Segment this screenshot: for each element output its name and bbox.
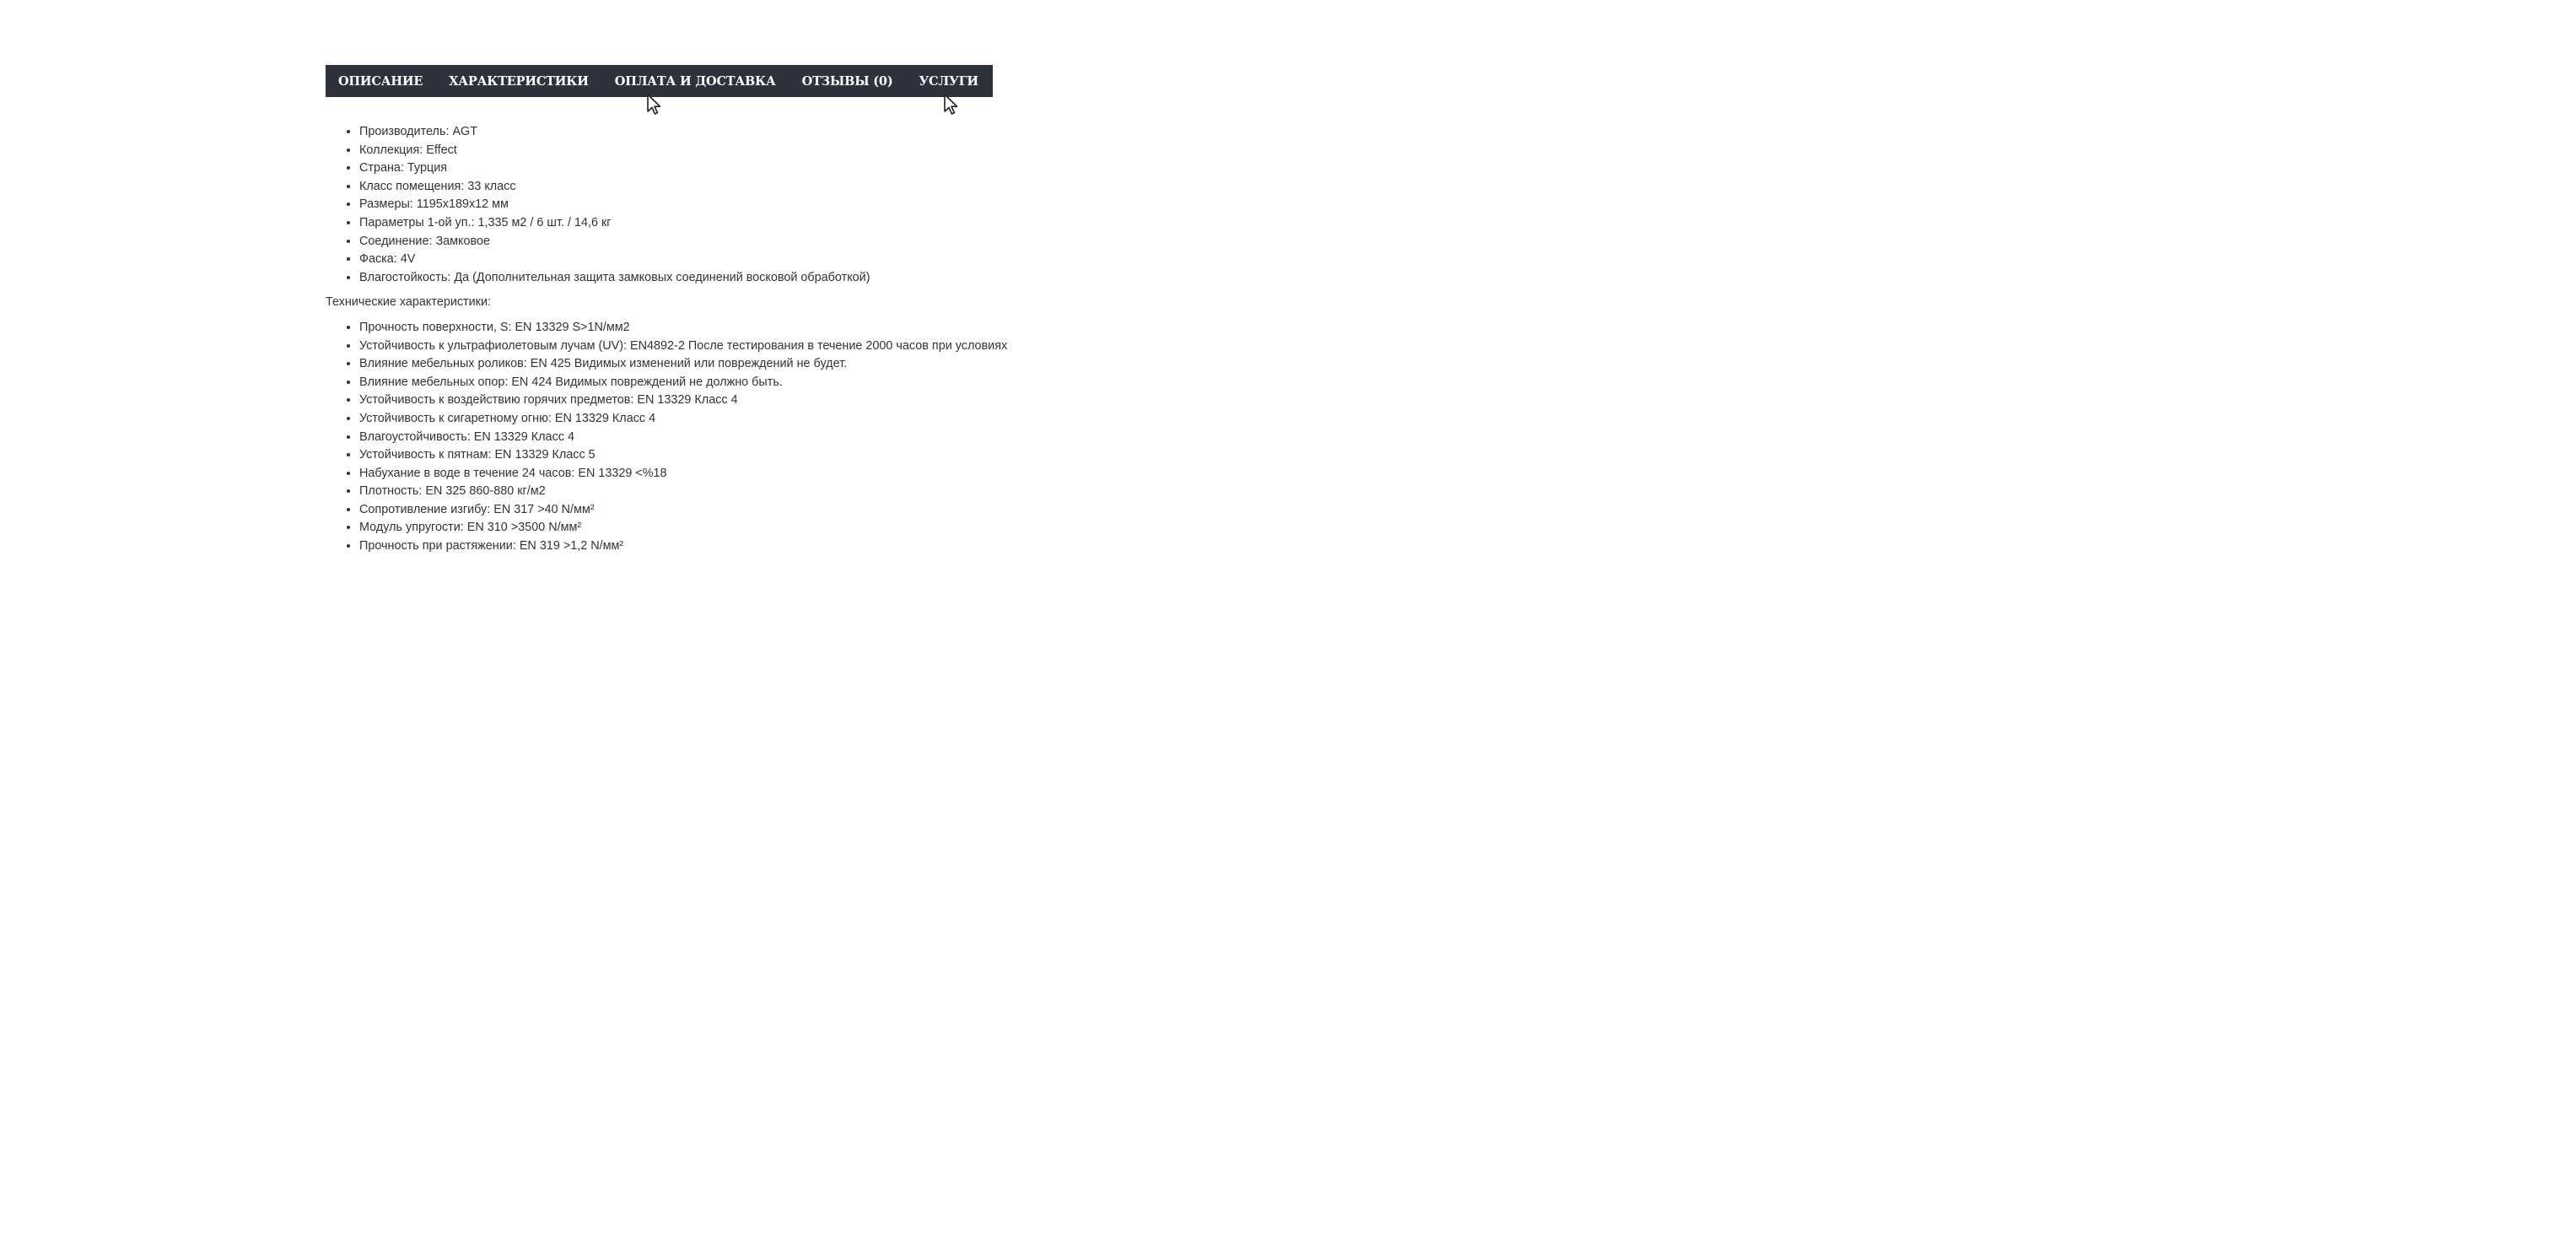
list-item: • Коллекция: Effect bbox=[359, 142, 1034, 160]
tab-payment-delivery[interactable]: ОПЛАТА И ДОСТАВКА bbox=[614, 73, 776, 89]
list-item: • Влияние мебельных роликов: EN 425 Видимых изменений или повреждений не будет. bbox=[359, 355, 1034, 374]
list-item: • Модуль упругости: EN 310 >3500 N/мм² bbox=[359, 519, 1034, 537]
list-item: • Прочность поверхности, S: EN 13329 S>1N/мм2 bbox=[359, 319, 1034, 338]
tab-reviews[interactable]: ОТЗЫВЫ (0) bbox=[801, 73, 893, 89]
list-item: • Устойчивость к воздействию горячих предметов: EN 13329 Класс 4 bbox=[359, 392, 1034, 410]
mouse-pointer-icon bbox=[943, 94, 962, 116]
list-item: • Страна: Турция bbox=[359, 159, 1034, 178]
tab-services[interactable]: УСЛУГИ bbox=[919, 73, 978, 89]
list-item: • Класс помещения: 33 класс bbox=[359, 178, 1034, 197]
list-item: • Устойчивость к пятнам: EN 13329 Класс 5 bbox=[359, 446, 1034, 465]
list-item: • Влагостойкость: Да (Дополнительная защита замковых соединений восковой обработкой) bbox=[359, 269, 1034, 288]
tab-warranty[interactable]: ГАРАНТИЯ bbox=[1004, 73, 1084, 89]
list-item: • Влагоустойчивость: EN 13329 Класс 4 bbox=[359, 429, 1034, 447]
characteristics-panel bbox=[326, 123, 1034, 556]
tab-description[interactable]: ОПИСАНИЕ bbox=[338, 73, 423, 89]
mouse-pointer-icon bbox=[646, 94, 665, 116]
list-item: • Фаска: 4V bbox=[359, 251, 1034, 269]
list-item: • Параметры 1-ой уп.: 1,335 м2 / 6 шт. / 14,6 кг bbox=[359, 214, 1034, 233]
list-item: • Влияние мебельных опор: EN 424 Видимых повреждений не должно быть. bbox=[359, 374, 1034, 392]
tab-characteristics[interactable]: ХАРАКТЕРИСТИКИ bbox=[449, 73, 589, 89]
list-item: • Размеры: 1195x189x12 мм bbox=[359, 196, 1034, 214]
list-item: • Прочность при растяжении: EN 319 >1,2 N/мм² bbox=[359, 537, 1034, 556]
list-item: • Устойчивость к ультрафиолетовым лучам (UV): EN4892-2 После тестирования в течение 2000 часов при условиях bbox=[359, 338, 1034, 356]
list-item: • Плотность: EN 325 860-880 кг/м2 bbox=[359, 483, 1034, 501]
list-item: • Соединение: Замковое bbox=[359, 233, 1034, 251]
general-specs-list bbox=[326, 123, 1034, 287]
list-item: • Устойчивость к сигаретному огню: EN 13329 Класс 4 bbox=[359, 410, 1034, 429]
product-tabs bbox=[326, 65, 1084, 97]
list-item: • Производитель: AGT bbox=[359, 123, 1034, 142]
technical-specs-list bbox=[326, 319, 1034, 556]
technical-specs-heading: Технические характеристики: bbox=[326, 295, 492, 310]
list-item: • Набухание в воде в течение 24 часов: EN 13329 <%18 bbox=[359, 465, 1034, 483]
list-item: • Сопротивление изгибу: EN 317 >40 N/мм² bbox=[359, 501, 1034, 520]
